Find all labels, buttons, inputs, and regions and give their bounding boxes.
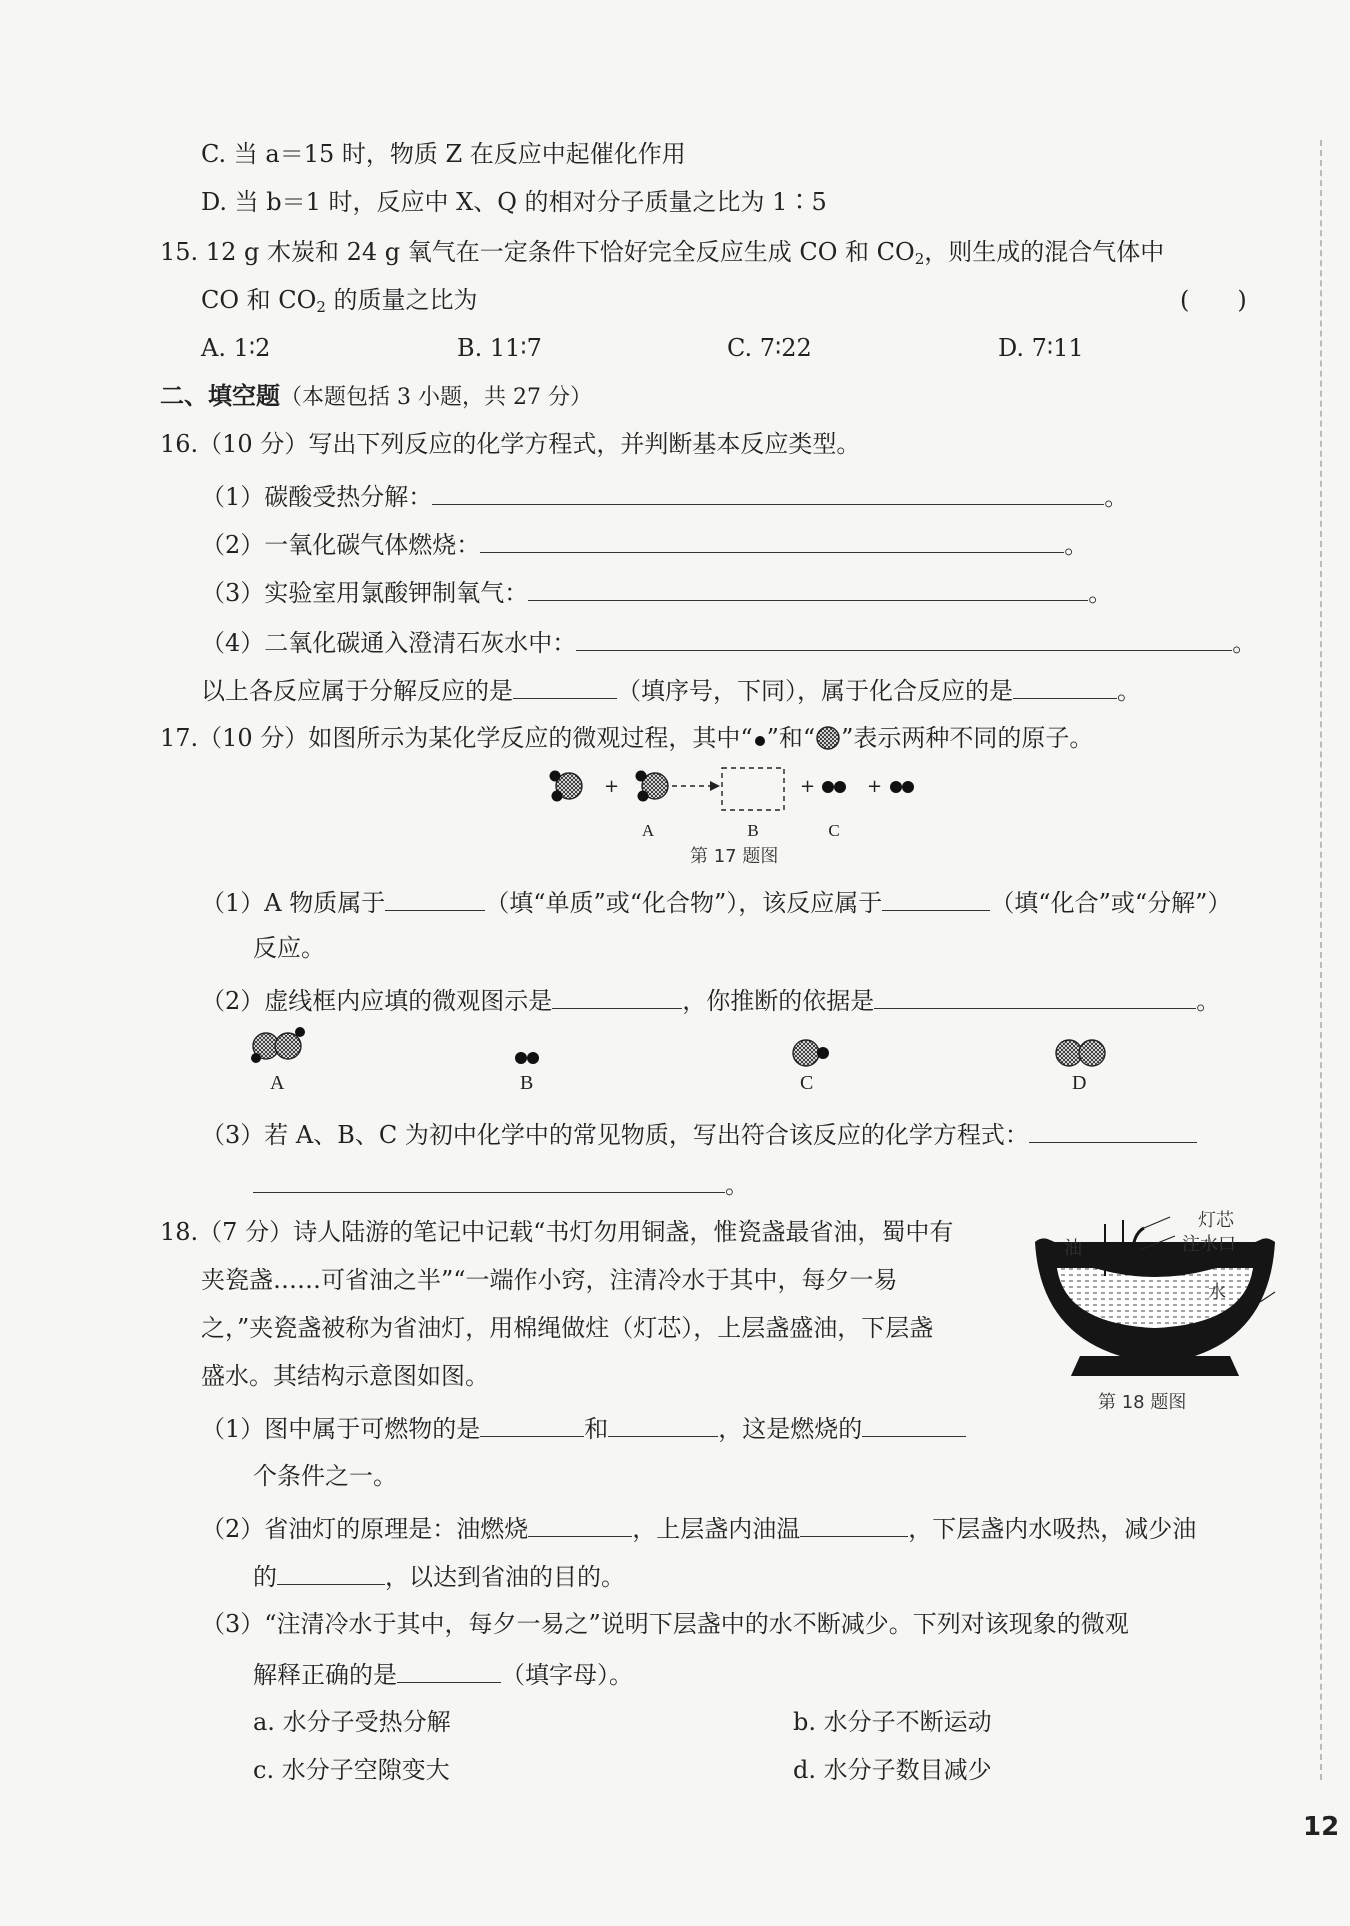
period: 。 xyxy=(1088,579,1113,607)
q16-item-4 xyxy=(201,624,1256,659)
large-atom-icon xyxy=(815,725,841,751)
answer-blank[interactable] xyxy=(800,1510,908,1537)
label-inlet: 注水口 xyxy=(1182,1234,1236,1255)
q14-option-c: C. 当 a＝15 时，物质 Z 在反应中起催化作用 xyxy=(201,140,686,168)
answer-blank[interactable] xyxy=(513,672,617,699)
q18-part-2-cont xyxy=(253,1558,625,1593)
q18-part-2 xyxy=(201,1510,1196,1545)
page-number: 12 xyxy=(1303,1812,1340,1842)
diatomic-molecule-icon xyxy=(822,781,846,793)
choice-label-c: C xyxy=(800,1072,814,1094)
answer-blank[interactable] xyxy=(480,1410,584,1437)
answer-blank[interactable] xyxy=(397,1656,501,1683)
answer-blank[interactable] xyxy=(385,884,485,911)
figure-caption: 第 17 题图 xyxy=(690,846,779,867)
arrow-head-icon xyxy=(710,781,720,791)
q16-item-3-label: （3）实验室用氯酸钾制氧气： xyxy=(201,579,529,607)
q17-stem-a: 17.（10 分）如图所示为某化学反应的微观过程，其中“ xyxy=(160,724,753,752)
q17-p1-b: （填“单质”或“化合物”），该反应属于 xyxy=(485,889,883,917)
q17-part-2 xyxy=(201,982,1220,1017)
q18-p2-a: （2）省油灯的原理是：油燃烧 xyxy=(201,1515,529,1543)
q17-stem xyxy=(160,722,1093,754)
q16-summary-a: 以上各反应属于分解反应的是 xyxy=(201,677,513,705)
fig-label-c: C xyxy=(828,821,840,840)
q18-part-3-cont xyxy=(253,1656,633,1691)
q18-p2-d: 的 xyxy=(253,1563,277,1591)
label-oil: 油 xyxy=(1064,1238,1082,1259)
label-wick: 灯芯 xyxy=(1198,1210,1234,1231)
molecule-a-icon xyxy=(636,771,669,802)
q16-item-3 xyxy=(201,574,1112,609)
small-atom-icon xyxy=(753,729,767,749)
q16-item-1 xyxy=(201,478,1128,513)
answer-blank[interactable] xyxy=(1029,1116,1197,1143)
q15-stem-line2 xyxy=(201,284,478,323)
subscript: 2 xyxy=(914,250,925,268)
plus-sign: + xyxy=(604,776,620,797)
answer-blank[interactable] xyxy=(432,478,1104,505)
choice-label-d: D xyxy=(1072,1072,1087,1094)
q16-item-1-label: （1）碳酸受热分解： xyxy=(201,483,433,511)
q18-p2-b: ，上层盏内油温 xyxy=(632,1515,801,1543)
answer-blank[interactable] xyxy=(480,526,1064,553)
answer-blank[interactable] xyxy=(552,982,682,1009)
q17-part-3 xyxy=(201,1116,1197,1151)
lamp-base-icon xyxy=(1070,1356,1240,1376)
q18-stem-line3: 之，”夹瓷盏被称为省油灯，用棉绳做炷（灯芯），上层盏盛油，下层盏 xyxy=(201,1314,934,1342)
q17-part-1 xyxy=(201,884,1231,919)
period: 。 xyxy=(1064,531,1089,559)
period: 。 xyxy=(1232,629,1257,657)
q17-p3-text: （3）若 A、B、C 为初中化学中的常见物质，写出符合该反应的化学方程式： xyxy=(201,1121,1029,1149)
section-note: （本题包括 3 小题，共 27 分） xyxy=(280,385,592,410)
q15-text-1b: ，则生成的混合气体中 xyxy=(924,238,1165,266)
q15-text-1a: 15. 12 g 木炭和 24 g 氧气在一定条件下恰好完全反应生成 CO 和 CO xyxy=(160,238,915,266)
q18-option-b: b. 水分子不断运动 xyxy=(793,1708,992,1736)
q18-p3-c: （填字母）。 xyxy=(501,1661,633,1689)
wick-leader-line xyxy=(1144,1217,1170,1228)
reactant-molecule-icon xyxy=(550,771,583,802)
q17-p1-a: （1）A 物质属于 xyxy=(201,889,386,917)
q18-stem-line1: 18.（7 分）诗人陆游的笔记中记载“书灯勿用铜盏，惟瓷盏最省油，蜀中有 xyxy=(160,1218,954,1246)
section-header xyxy=(160,380,592,414)
section-title: 二、填空题 xyxy=(160,382,280,410)
q16-item-2-label: （2）一氧化碳气体燃烧： xyxy=(201,531,481,559)
q15-option-b: B. 11∶7 xyxy=(457,334,542,362)
period: 。 xyxy=(725,1171,749,1199)
choice-label-a: A xyxy=(270,1072,285,1094)
q18-part-1 xyxy=(201,1410,966,1445)
q18-stem-line4: 盛水。其结构示意图如图。 xyxy=(201,1362,489,1390)
q18-p1-b: 和 xyxy=(584,1415,609,1443)
choice-label-b: B xyxy=(520,1072,534,1094)
answer-blank[interactable] xyxy=(253,1166,725,1193)
period: 。 xyxy=(1104,483,1129,511)
margin-divider xyxy=(1320,140,1322,1780)
q15-text-2a: CO 和 CO xyxy=(201,286,317,314)
answer-blank[interactable] xyxy=(1013,672,1117,699)
dashed-box-b xyxy=(722,768,784,810)
q18-stem-line2: 夹瓷盏……可省油之半”“一端作小窍，注清冷水于其中，每夕一易 xyxy=(201,1266,898,1294)
period: 。 xyxy=(1196,987,1221,1015)
q17-stem-c: ”表示两种不同的原子。 xyxy=(841,724,1094,752)
fig-label-b: B xyxy=(747,821,759,840)
q18-part-1-cont: 个条件之一。 xyxy=(253,1462,397,1490)
q15-option-c: C. 7∶22 xyxy=(727,334,812,362)
q16-summary-b: （填序号，下同），属于化合反应的是 xyxy=(617,677,1013,705)
molecule-c-icon xyxy=(890,781,914,793)
subscript: 2 xyxy=(316,298,326,316)
fig-label-a: A xyxy=(641,821,655,840)
q17-stem-b: ”和“ xyxy=(766,724,816,752)
choice-b-molecule-icon xyxy=(512,1048,544,1068)
answer-blank[interactable] xyxy=(608,1410,718,1437)
q18-p3-b: 解释正确的是 xyxy=(253,1661,397,1689)
q16-item-2 xyxy=(201,526,1088,561)
plus-sign: + xyxy=(800,776,816,797)
q16-summary xyxy=(201,672,1141,707)
q18-lamp-figure xyxy=(1020,1206,1320,1376)
answer-blank[interactable] xyxy=(576,624,1232,651)
q17-p1-c: （填“化合”或“分解”） xyxy=(990,889,1232,917)
q17-p2-a: （2）虚线框内应填的微观图示是 xyxy=(201,987,553,1015)
q15-option-d: D. 7∶11 xyxy=(998,334,1084,362)
answer-blank[interactable] xyxy=(528,1510,632,1537)
q18-option-d: d. 水分子数目减少 xyxy=(793,1756,992,1784)
q18-p2-c: ，下层盏内水吸热，减少油 xyxy=(908,1515,1197,1543)
q17-part-1-cont: 反应。 xyxy=(253,934,325,962)
q18-p2-e: ，以达到省油的目的。 xyxy=(385,1563,625,1591)
label-water: 水 xyxy=(1208,1282,1226,1303)
q18-p1-a: （1）图中属于可燃物的是 xyxy=(201,1415,481,1443)
q18-option-c: c. 水分子空隙变大 xyxy=(253,1756,450,1784)
q14-option-d: D. 当 b＝1 时，反应中 X、Q 的相对分子质量之比为 1∶5 xyxy=(201,188,827,216)
answer-blank[interactable] xyxy=(882,884,990,911)
choice-c-molecule-icon xyxy=(788,1036,834,1070)
answer-blank[interactable] xyxy=(862,1410,966,1437)
answer-blank[interactable] xyxy=(874,982,1196,1009)
q18-option-a: a. 水分子受热分解 xyxy=(253,1708,451,1736)
answer-blank[interactable] xyxy=(277,1558,385,1585)
q16-stem: 16.（10 分）写出下列反应的化学方程式，并判断基本反应类型。 xyxy=(160,430,861,458)
plus-sign: + xyxy=(867,776,883,797)
figure-caption: 第 18 题图 xyxy=(1098,1392,1187,1413)
q15-stem-line1 xyxy=(160,236,1164,275)
q18-p1-c: ，这是燃烧的 xyxy=(718,1415,863,1443)
answer-paren: ( ) xyxy=(1180,286,1247,314)
q17-part-3-cont xyxy=(253,1166,749,1201)
q15-option-a: A. 1∶2 xyxy=(201,334,271,362)
choice-d-molecule-icon xyxy=(1052,1036,1112,1070)
choice-a-molecule-icon xyxy=(248,1022,318,1064)
q18-part-3: （3）“注清冷水于其中，每夕一易之”说明下层盏中的水不断减少。下列对该现象的微观 xyxy=(201,1610,1129,1638)
period: 。 xyxy=(1117,677,1141,705)
q16-item-4-label: （4）二氧化碳通入澄清石灰水中： xyxy=(201,629,577,657)
q17-p2-b: ，你推断的依据是 xyxy=(682,987,875,1015)
q15-text-2b: 的质量之比为 xyxy=(325,286,478,314)
answer-blank[interactable] xyxy=(528,574,1088,601)
